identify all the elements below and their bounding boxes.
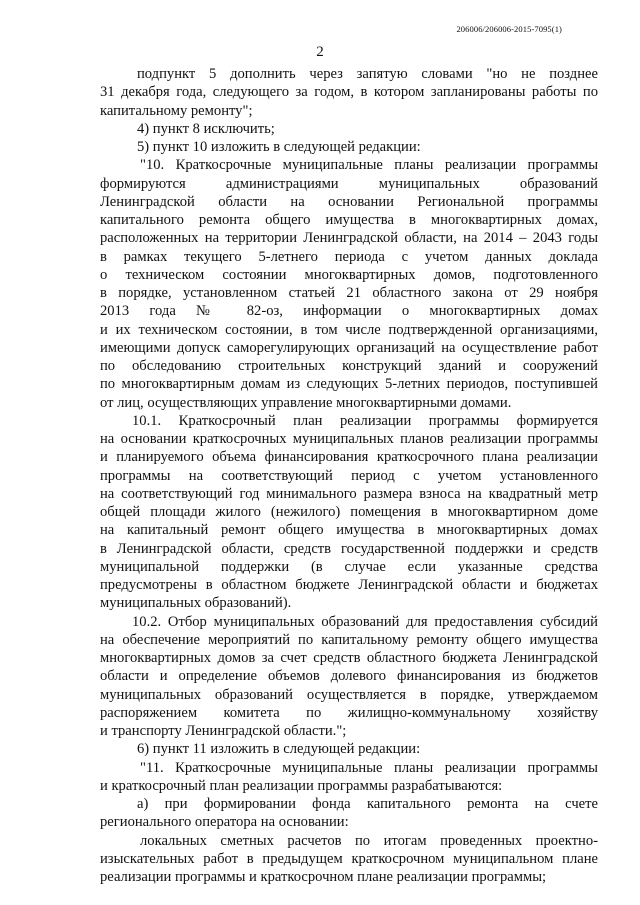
- text-line: многоквартирных домов за счет средств областного бюджета Ленинградской: [100, 650, 598, 666]
- document-id: 206006/206006-2015-7095(1): [456, 24, 562, 34]
- text-line: капитальному ремонту";: [100, 102, 253, 119]
- text-line: 2013 года № 82-оз, информации о многоквартирных домах: [100, 303, 598, 320]
- text-line: муниципальных образований осуществляется в порядке, утверждаемом: [100, 686, 598, 703]
- text-line: и планируемого объема финансирования краткосрочного плана реализации: [100, 449, 598, 466]
- text-line: 31 декабря года, следующего за годом, в котором запланированы работы по: [100, 84, 598, 101]
- text-line: программы на соответствующий период с учетом установленного: [100, 467, 598, 484]
- text-line: предусмотрены в областном бюджете Ленинградской области и бюджетах: [100, 577, 598, 593]
- text-line: в порядке, установленном статьей 21 областного закона от 29 ноября: [100, 285, 598, 301]
- text-line: изыскательных работ в предыдущем краткосрочном муниципальном плане: [100, 850, 598, 867]
- text-line: муниципальной поддержки (в случае если указанные средства: [100, 558, 598, 575]
- text-line: имеющими допуск саморегулирующих организаций на осуществление работ: [100, 339, 598, 356]
- text-line: подпункт 5 дополнить через запятую словами "но не позднее: [137, 66, 598, 82]
- text-line: муниципальных образований).: [100, 595, 292, 612]
- text-line: и их техническом состоянии, в том числе подтвержденной организациями,: [100, 321, 598, 338]
- text-line: 10.1. Краткосрочный план реализации программы формируется: [132, 412, 598, 429]
- text-line: от лиц, осуществляющих управление многоквартирными домами.: [100, 394, 512, 411]
- text-line: по многоквартирным домам из следующих 5-летних периодов, поступившей: [100, 376, 598, 393]
- text-line: распоряжением комитета по жилищно-коммунальному хозяйству: [100, 704, 598, 721]
- text-line: на капитальный ремонт общего имущества в многоквартирных домах: [100, 522, 598, 539]
- text-line: регионального оператора на основании:: [100, 814, 349, 831]
- text-line: в рамках текущего 5-летнего периода с учетом данных доклада: [100, 248, 598, 265]
- text-line: расположенных на территории Ленинградской области, на 2014 – 2043 годы: [100, 230, 598, 247]
- text-line: "10. Краткосрочные муниципальные планы реализации программы: [140, 157, 598, 174]
- text-line: общей площади жилого (нежилого) помещения в многоквартирном доме: [100, 504, 598, 520]
- text-line: на соответствующий год минимального размера взноса на квадратный метр: [100, 485, 598, 502]
- page-number: 2: [316, 44, 324, 60]
- document-body: [100, 65, 598, 886]
- text-line: о техническом состоянии многоквартирных домов, подготовленного: [100, 266, 598, 283]
- text-line: области и определение объемов долевого финансирования из бюджетов: [100, 668, 598, 685]
- text-line: формируются администрациями муниципальных образований: [100, 175, 598, 192]
- text-line: и транспорту Ленинградской области.";: [100, 723, 347, 739]
- text-line: локальных сметных расчетов по итогам проведенных проектно-: [140, 832, 598, 849]
- text-line: 10.2. Отбор муниципальных образований для предоставления субсидий: [132, 613, 598, 630]
- text-line: реализации программы и краткосрочном плане реализации программы;: [100, 869, 547, 885]
- text-line: 4) пункт 8 исключить;: [137, 120, 275, 137]
- text-line: 6) пункт 11 изложить в следующей редакции:: [137, 741, 421, 758]
- text-line: Ленинградской области на основании Региональной программы: [100, 193, 598, 210]
- text-line: капитального ремонта общего имущества в многоквартирных домах,: [100, 212, 598, 228]
- text-line: по обследованию строительных конструкций зданий и сооружений: [100, 358, 598, 374]
- text-line: "11. Краткосрочные муниципальные планы реализации программы: [140, 759, 598, 776]
- text-line: а) при формировании фонда капитального ремонта на счете: [137, 796, 598, 812]
- text-line: на основании краткосрочных муниципальных планов реализации программы: [100, 431, 598, 447]
- text-line: в Ленинградской области, средств государственной поддержки и средств: [100, 540, 598, 557]
- text-line: и краткосрочный план реализации программы разрабатываются:: [100, 777, 503, 794]
- text-line: на обеспечение мероприятий по капитальному ремонту общего имущества: [100, 631, 598, 648]
- text-line: 5) пункт 10 изложить в следующей редакции:: [137, 139, 421, 155]
